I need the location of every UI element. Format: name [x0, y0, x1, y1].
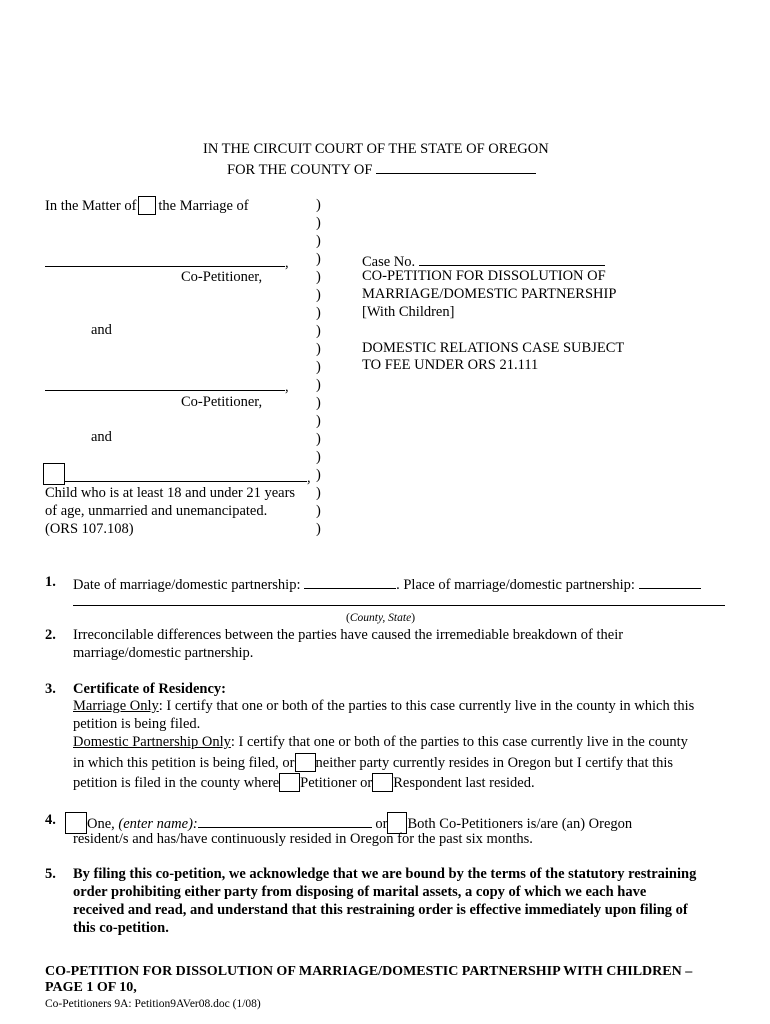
- marriage-place-field[interactable]: [639, 574, 701, 589]
- paren: ): [316, 431, 321, 447]
- paren: ): [316, 503, 321, 519]
- copetitioner-2-label: Co-Petitioner,: [181, 394, 263, 410]
- item-2-line-1: Irreconcilable differences between the parties have caused the irremediable breakdown of their: [73, 627, 624, 643]
- item-5-line-4: this co-petition.: [73, 920, 169, 936]
- court-title: IN THE CIRCUIT COURT OF THE STATE OF OREGON: [203, 141, 549, 157]
- child-desc-2: of age, unmarried and unemancipated.: [45, 503, 268, 519]
- county-line: [227, 159, 536, 179]
- item-5-line-3: received and read, and understand that this restraining order is effective immediately upon filing of: [73, 902, 688, 918]
- paren: ): [316, 233, 321, 249]
- county-state-field[interactable]: [73, 593, 725, 606]
- comma: ,: [307, 470, 311, 486]
- both-label: Both Co-Petitioners is/are (an) Oregon: [407, 816, 633, 832]
- doc-title-3: [With Children]: [362, 304, 455, 320]
- marriage-place-label: . Place of marriage/domestic partnership:: [396, 577, 635, 593]
- item-5-line-1: By filing this co-petition, we acknowledge that we are bound by the terms of the statutory restraining: [73, 866, 697, 882]
- item-3-dp-line-3: [73, 773, 535, 792]
- dp-text-2a: in which this petition is being filed, or: [73, 755, 295, 771]
- paren: ): [316, 197, 321, 213]
- footer-title: CO-PETITION FOR DISSOLUTION OF MARRIAGE/DOMESTIC PARTNERSHIP WITH CHILDREN –: [45, 964, 693, 979]
- item-2-number: 2.: [45, 627, 56, 643]
- item-2-line-2: marriage/domestic partnership.: [73, 645, 254, 661]
- item-3-number: 3.: [45, 681, 56, 697]
- paren: ): [316, 521, 321, 537]
- item-3-marriage-line-1: [73, 698, 694, 715]
- item-5-number: 5.: [45, 866, 56, 882]
- county-field[interactable]: [376, 159, 536, 174]
- county-label: FOR THE COUNTY OF: [227, 162, 373, 178]
- enter-name-label: (enter name):: [118, 816, 198, 832]
- and-label-1: and: [91, 322, 112, 338]
- doc-title-1: CO-PETITION FOR DISSOLUTION OF: [362, 268, 606, 284]
- item-3-marriage-line-2: petition is being filed.: [73, 716, 201, 732]
- dp-text-3a: petition is filed in the county where: [73, 775, 280, 791]
- marriage-date-label: Date of marriage/domestic partnership:: [73, 577, 301, 593]
- paren: ): [316, 215, 321, 231]
- marriage-only-label: Marriage Only: [73, 698, 159, 714]
- item-4-line-2: resident/s and has/have continuously resided in Oregon for the past six months.: [73, 831, 533, 847]
- county-state-caption: (County, State): [346, 612, 416, 624]
- case-no-field[interactable]: [419, 251, 605, 266]
- copetitioner-2-name-field[interactable]: [45, 376, 285, 391]
- paren: ): [316, 323, 321, 339]
- item-1-line: [73, 574, 701, 594]
- item-3-title: Certificate of Residency:: [73, 681, 226, 697]
- paren: ): [316, 395, 321, 411]
- paren: ): [316, 269, 321, 285]
- dp-text-2b: neither party currently resides in Oregon but I certify that this: [315, 755, 674, 771]
- dp-text-3c: Respondent last resided.: [393, 775, 535, 791]
- fee-notice-1: DOMESTIC RELATIONS CASE SUBJECT: [362, 340, 625, 356]
- petitioner-checkbox[interactable]: [279, 773, 300, 792]
- respondent-checkbox[interactable]: [372, 773, 393, 792]
- domestic-partnership-only-label: Domestic Partnership Only: [73, 734, 231, 750]
- paren: ): [316, 449, 321, 465]
- neither-party-checkbox[interactable]: [295, 753, 316, 772]
- paren: ): [316, 341, 321, 357]
- paren: ): [316, 359, 321, 375]
- copetitioner-1-label: Co-Petitioner,: [181, 269, 263, 285]
- footer-page: PAGE 1 OF 10,: [45, 980, 137, 995]
- item-3-dp-line-1: [73, 734, 688, 751]
- item-1-number: 1.: [45, 574, 56, 590]
- and-label-2: and: [91, 429, 112, 445]
- paren: ): [316, 377, 321, 393]
- one-label: One,: [87, 816, 115, 832]
- in-matter-checkbox[interactable]: [138, 196, 156, 215]
- doc-title-2: MARRIAGE/DOMESTIC PARTNERSHIP: [362, 286, 617, 302]
- paren: ): [316, 305, 321, 321]
- paren: ): [316, 485, 321, 501]
- item-4-number: 4.: [45, 812, 56, 828]
- in-matter-line: [45, 196, 249, 215]
- copetitioner-1-name-field[interactable]: [45, 252, 285, 267]
- marriage-date-field[interactable]: [304, 574, 396, 589]
- comma: ,: [285, 379, 289, 395]
- paren: ): [316, 251, 321, 267]
- item-3-dp-line-2: [73, 753, 673, 772]
- paren: ): [316, 413, 321, 429]
- paren: ): [316, 287, 321, 303]
- child-desc-3: (ORS 107.108): [45, 521, 134, 537]
- footer-doc-id: Co-Petitioners 9A: Petition9AVer08.doc (1/08): [45, 998, 261, 1010]
- or-label: or: [375, 816, 388, 832]
- child-name-field[interactable]: [65, 467, 307, 482]
- item-5-line-2: order prohibiting either party from disposing of marital assets, a copy of which we each have: [73, 884, 647, 900]
- marriage-only-text: : I certify that one or both of the parties to this case currently live in the county in which this: [158, 698, 695, 714]
- child-desc-1: Child who is at least 18 and under 21 years: [45, 485, 296, 501]
- in-matter-prefix: In the Matter of: [45, 198, 137, 214]
- case-no-label: Case No.: [362, 254, 416, 270]
- dp-text-3b: Petitioner or: [300, 775, 373, 791]
- copetitioner-2-name-line: [45, 376, 289, 396]
- child-checkbox[interactable]: [43, 463, 65, 485]
- child-name-line: [43, 463, 311, 487]
- fee-notice-2: TO FEE UNDER ORS 21.111: [362, 357, 539, 373]
- resident-name-field[interactable]: [198, 813, 372, 828]
- in-matter-suffix: the Marriage of: [158, 198, 249, 214]
- comma: ,: [285, 255, 289, 271]
- domestic-partnership-text: : I certify that one or both of the parties to this case currently live in the county: [230, 734, 688, 750]
- county-state-caption-text: County, State: [349, 612, 412, 624]
- paren: ): [316, 467, 321, 483]
